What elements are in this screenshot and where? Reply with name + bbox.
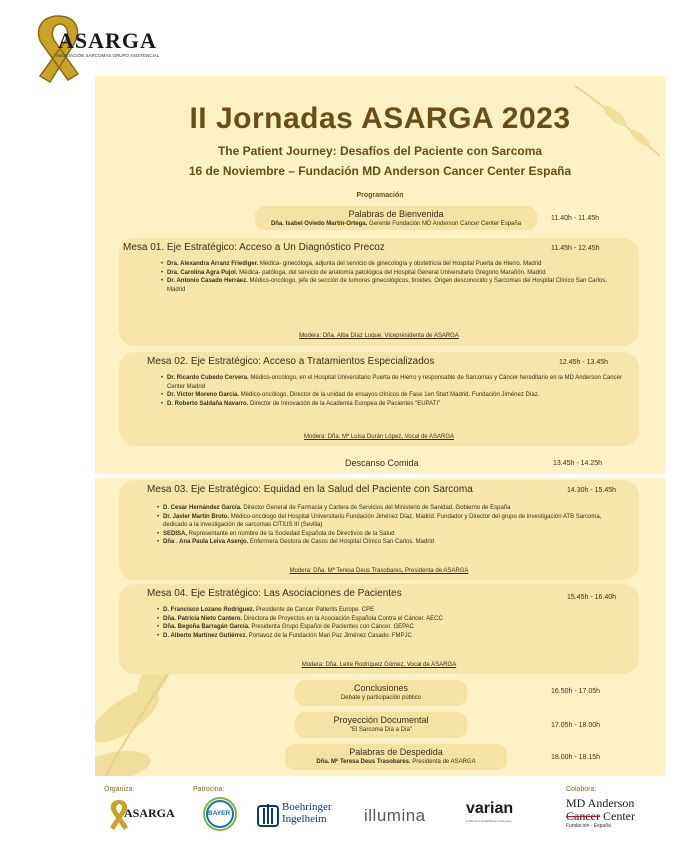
mda-line3: Fundación · España bbox=[566, 823, 611, 829]
panel-mesa-04 bbox=[119, 584, 639, 674]
list-item: • Dr. Javier Martín Broto. Médico-oncólogo del Hospital Universitario Fundación Jiménez Díaz. Madrid. Fundador y Director del grupo de investigación ATB Sarcoma, dedicado a la investigación de sarcomas CITIUS III (Sevilla) bbox=[157, 513, 627, 530]
mesa-03-moderator: Modera: Dña. Mª Teresa Deus Trasobares, Presidenta de ASARGA bbox=[289, 568, 469, 574]
asarga-sponsor-text: ASARGA bbox=[124, 806, 175, 820]
list-item: • Dr. Ricardo Cubedo Cervera. Médico-oncólogo, en el Hospital Universitario Puerta de Hierro y responsable de Sarcomas y Cáncer hereditario en la MD Anderson Cancer Center Madrid bbox=[161, 374, 623, 391]
list-item: • Dña. Begoña Barragán García. Presidenta Grupo Español de Pacientes con Cáncer. GEPAC bbox=[157, 623, 619, 632]
mesa-01-time: 11.45h - 12.45h bbox=[551, 245, 600, 252]
mesa-03-speakers bbox=[157, 504, 627, 547]
list-item: • D. Roberto Saldaña Navarro. Director de Innovación de la Academia Europea de Pacientes "EUPATI" bbox=[161, 400, 623, 409]
mesa-02-speakers bbox=[161, 374, 623, 408]
welcome-time: 11.40h - 11.45h bbox=[551, 215, 600, 222]
event-dateline: 16 de Noviembre – Fundación MD Anderson Cancer Center España bbox=[188, 164, 572, 178]
mesa-04-time: 15.45h - 16.40h bbox=[567, 594, 617, 601]
conclusions-block bbox=[295, 680, 467, 706]
mesa-03-title: Mesa 03. Eje Estratégico: Equidad en la Salud del Paciente con Sarcoma bbox=[147, 484, 473, 495]
documentary-title: Proyección Documental bbox=[333, 715, 429, 725]
list-item: • Dña. Patricia Nieto Cantero. Directora de Proyectos en la Asociación Española Contra el Cáncer. AECC bbox=[157, 615, 619, 624]
event-subtitle: The Patient Journey: Desafíos del Paciente con Sarcoma bbox=[217, 144, 543, 158]
documentary-subtitle: "El Sarcoma Día a Día" bbox=[349, 727, 413, 733]
farewell-block bbox=[285, 744, 507, 770]
bayer-logo bbox=[202, 796, 238, 832]
boehringer-text: Boehringer Ingelheim bbox=[282, 801, 332, 825]
varian-logo bbox=[466, 800, 536, 830]
asarga-sponsor-logo bbox=[106, 798, 176, 832]
farewell-time: 18.00h - 18.15h bbox=[551, 754, 601, 761]
panel-mesa-02 bbox=[119, 352, 639, 446]
conclusions-subtitle: Debate y participación público bbox=[340, 695, 422, 701]
welcome-speaker: Dña. Isabel Oviedo Martín-Ortega. Gerente Fundación MD Anderson Cancer Center España bbox=[270, 221, 522, 227]
welcome-title: Palabras de Bienvenida bbox=[348, 209, 444, 219]
panel-mesa-03 bbox=[119, 480, 639, 580]
mesa-02-moderator: Modera: Dña. Mª Luisa Durán López, Vocal de ASARGA bbox=[304, 434, 454, 440]
lunch-break: Descanso Comida bbox=[345, 458, 419, 468]
mesa-02-title: Mesa 02. Eje Estratégico: Acceso a Tratamientos Especializados bbox=[147, 356, 435, 367]
lunch-break-time: 13.45h - 14.25h bbox=[553, 460, 603, 467]
mda-line1: MD Anderson bbox=[566, 796, 635, 810]
mesa-01-title: Mesa 01. Eje Estratégico: Acceso a Un Diagnóstico Precoz bbox=[123, 242, 385, 253]
mesa-03-time: 14.30h - 15.45h bbox=[567, 487, 617, 494]
list-item: • D. Alberto Martínez Gutiérrez. Portavoz de la Fundación Mari Paz Jiménez Casado. FMPJC bbox=[157, 632, 619, 641]
list-item: • D. Francisco Lozano Rodriguez. Presidente de Cancer Patients Europe. CPE bbox=[157, 606, 619, 615]
list-item: • Dr. Víctor Moreno García. Médico-oncólogo, Director de la unidad de ensayos clínicos de Fase 1en Start Madrid. Fundación Jiménez Díaz. bbox=[161, 391, 623, 400]
md-anderson-logo bbox=[566, 797, 656, 833]
documentary-block bbox=[295, 712, 467, 738]
program-heading: Programación bbox=[356, 192, 404, 199]
mesa-01-speakers bbox=[161, 260, 623, 294]
bayer-text: BAYER bbox=[208, 810, 231, 817]
panel-mesa-01 bbox=[119, 238, 639, 346]
list-item: • Dra. Alexandra Arranz Friediger. Médica- ginecóloga, adjunta del servicio de ginecología y obstetricia del Hospital Puerta de Hierro. Madrid bbox=[161, 260, 623, 269]
list-item: • Dña . Ana Paula Leiva Asenjo. Enfermera Gestora de Casos del Hospital Clínico San Carlos. Madrid bbox=[157, 538, 627, 547]
page-title: II Jornadas ASARGA 2023 bbox=[189, 102, 571, 135]
logo-tagline: ASOCIACIÓN SARCOMAS GRUPO ASISTENCIAL bbox=[56, 53, 160, 58]
patrocina-label: Patrocina: bbox=[193, 786, 225, 793]
mesa-04-moderator: Modera: Dña. Leire Rodríguez Gómez, Vocal de ASARGA bbox=[301, 662, 457, 668]
boehringer-building-icon bbox=[256, 800, 280, 828]
list-item: • Dra. Carolina Agra Pujol. Médica- patóloga, del servicio de anatomía patológica del Hospital General Universitario Gregorio Marañón. Madrid bbox=[161, 269, 623, 278]
conclusions-title: Conclusiones bbox=[353, 683, 409, 693]
farewell-title: Palabras de Despedida bbox=[349, 747, 443, 757]
boehringer-logo bbox=[256, 800, 348, 830]
program-poster bbox=[95, 76, 665, 842]
conclusions-time: 16.50h - 17.05h bbox=[551, 688, 601, 695]
mesa-01-moderator: Modera: Dña. Alba Díaz Luque, Vicepresidenta de ASARGA bbox=[299, 333, 459, 339]
list-item: • SEDISA, Representante en nombre de la Sociedad Española de Directivos de la Salud bbox=[157, 530, 627, 539]
varian-text: varian bbox=[466, 800, 514, 817]
mesa-04-speakers bbox=[157, 606, 619, 640]
list-item: • D. Cesar Hernández García. Director General de Farmacia y Cartera de Servicios del Ministerio de Sanidad. Gobierno de España bbox=[157, 504, 627, 513]
welcome-block bbox=[255, 206, 537, 230]
section-divider bbox=[95, 474, 665, 478]
documentary-time: 17.05h - 18.00h bbox=[551, 722, 601, 729]
organiza-label: Organiza: bbox=[104, 786, 135, 793]
mda-line2: Cancer Center bbox=[566, 809, 635, 823]
logo-text: ASARGA bbox=[58, 28, 157, 53]
list-item: • Dr. Antonio Casado Herráez. Médico-oncólogo, jefe de sección de tumores ginecológicos, tiroides. Origen desconocido y Sarcomas del Hospital Clínico San Carlos. Madrid bbox=[161, 277, 623, 294]
varian-tagline: A Siemens Healthineers Company bbox=[466, 819, 512, 823]
mesa-02-time: 12.45h - 13.45h bbox=[559, 359, 609, 366]
mesa-04-title: Mesa 04. Eje Estratégico: Las Asociaciones de Pacientes bbox=[147, 588, 402, 599]
illumina-logo: illumina bbox=[364, 806, 426, 825]
farewell-speaker: Dña. Mª Teresa Deus Trasobares. Presidenta de ASARGA bbox=[316, 759, 476, 765]
colabora-label: Colabora: bbox=[566, 786, 597, 793]
